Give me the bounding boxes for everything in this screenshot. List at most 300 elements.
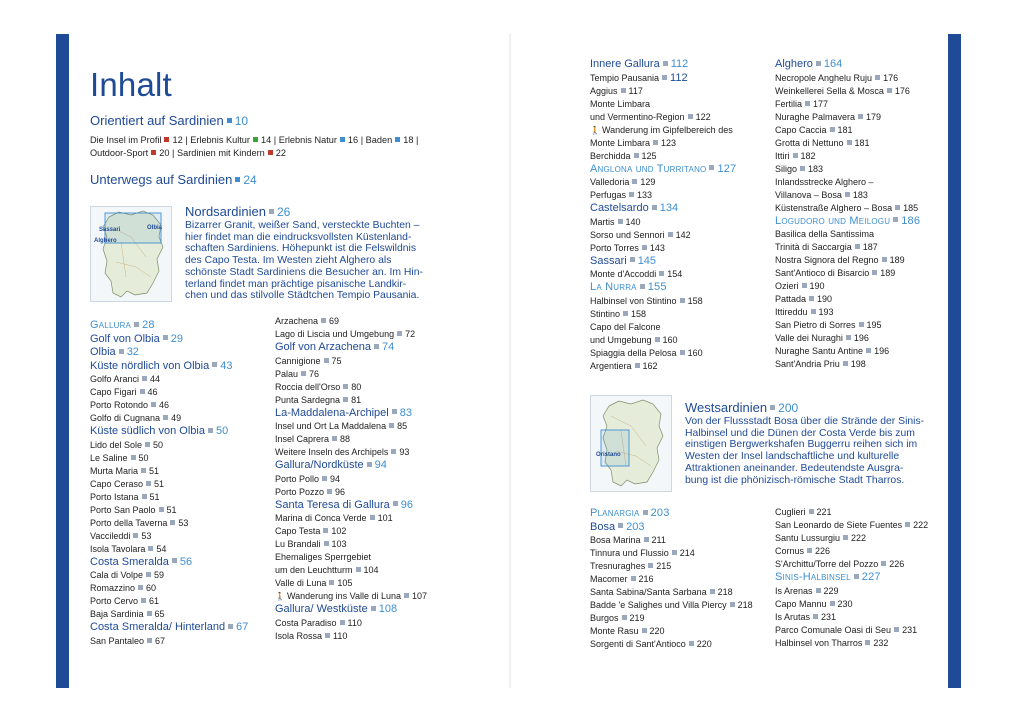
index-page-number: 133 bbox=[637, 190, 653, 200]
index-region[interactable] bbox=[590, 281, 736, 295]
index-entry-label: Capo Ceraso bbox=[90, 478, 144, 489]
index-entry[interactable] bbox=[90, 399, 248, 412]
index-entry-label: San Pantaleo bbox=[90, 635, 145, 646]
index-entry[interactable] bbox=[590, 85, 736, 98]
index-entry[interactable] bbox=[775, 124, 920, 137]
unterwegs-heading[interactable] bbox=[90, 172, 257, 187]
index-entry-label: Olbia bbox=[90, 346, 116, 358]
index-entry-label: Isola Tavolara bbox=[90, 543, 146, 554]
index-entry-label: Santu Lussurgiu bbox=[775, 533, 841, 543]
bullet-icon bbox=[800, 166, 805, 171]
bullet-icon bbox=[672, 550, 677, 555]
nord-map bbox=[90, 206, 172, 302]
bullet-icon bbox=[367, 462, 372, 467]
index-entry-label: Bosa bbox=[590, 520, 616, 533]
index-entry-label: Ittiri bbox=[775, 150, 790, 161]
bullet-icon bbox=[145, 442, 150, 447]
index-entry[interactable] bbox=[590, 242, 736, 255]
index-entry-label: Porto Istana bbox=[90, 491, 139, 502]
index-page-number: 88 bbox=[340, 434, 351, 444]
index-entry-label: Costa Smeralda/ Hinterland bbox=[90, 621, 226, 633]
index-section[interactable] bbox=[590, 521, 753, 535]
bullet-icon bbox=[813, 614, 818, 619]
index-entry[interactable] bbox=[590, 229, 736, 242]
index-entry[interactable] bbox=[775, 85, 920, 98]
bullet-icon bbox=[404, 593, 409, 598]
index-column-f bbox=[775, 506, 928, 650]
bullet-icon bbox=[816, 588, 821, 593]
index-section[interactable] bbox=[275, 407, 427, 421]
index-entry[interactable] bbox=[590, 625, 753, 638]
bullet-icon bbox=[356, 567, 361, 572]
index-entry[interactable] bbox=[775, 98, 920, 111]
index-entry-label: Arzachena bbox=[275, 316, 319, 326]
index-entry[interactable] bbox=[590, 560, 753, 573]
index-page-number: 214 bbox=[679, 548, 695, 558]
index-entry[interactable] bbox=[90, 543, 248, 556]
index-entry-label: Marina di Conca Verde bbox=[275, 513, 367, 523]
bullet-icon bbox=[134, 322, 139, 327]
index-page-number: 127 bbox=[717, 162, 737, 175]
bullet-icon bbox=[324, 541, 329, 546]
index-entry[interactable] bbox=[775, 202, 920, 215]
index-entry[interactable] bbox=[590, 268, 736, 281]
index-entry[interactable] bbox=[590, 347, 736, 360]
bullet-icon bbox=[688, 114, 693, 119]
index-entry bbox=[590, 98, 736, 111]
index-page-number: 189 bbox=[889, 255, 905, 265]
index-entry-label: Ehemaliges Sperrgebiet bbox=[275, 552, 372, 562]
index-entry-label: Burgos bbox=[590, 613, 619, 623]
bullet-icon bbox=[635, 363, 640, 368]
index-entry-label: Lu Brandali bbox=[275, 539, 321, 549]
index-page-number: 222 bbox=[913, 520, 929, 530]
index-page-number: 125 bbox=[641, 150, 657, 161]
index-page-number: 28 bbox=[142, 319, 155, 331]
index-page-number: 50 bbox=[215, 425, 229, 437]
index-page-number: 117 bbox=[628, 85, 643, 96]
index-entry[interactable] bbox=[590, 111, 736, 124]
index-entry-label: Capo Mannu bbox=[775, 598, 827, 609]
index-entry-label: Sorso und Sennori bbox=[590, 229, 665, 240]
index-entry-label: Isola Rossa bbox=[275, 630, 323, 641]
nord-heading[interactable] bbox=[185, 204, 290, 219]
index-entry[interactable] bbox=[590, 599, 753, 612]
index-page-number: 211 bbox=[651, 535, 666, 545]
index-entry[interactable] bbox=[90, 386, 248, 399]
index-page-number: 49 bbox=[171, 413, 182, 423]
index-page-number: 85 bbox=[397, 421, 408, 431]
index-entry[interactable] bbox=[90, 439, 248, 452]
orientiert-heading[interactable] bbox=[90, 113, 248, 128]
index-entry[interactable] bbox=[275, 512, 427, 525]
index-entry[interactable] bbox=[590, 216, 736, 229]
index-entry[interactable] bbox=[90, 517, 248, 530]
bullet-icon bbox=[895, 205, 900, 210]
bullet-icon bbox=[142, 494, 147, 499]
index-entry[interactable] bbox=[775, 624, 928, 637]
index-entry-label: Nuraghe Santu Antine bbox=[775, 346, 864, 356]
index-entry[interactable] bbox=[90, 608, 248, 621]
index-entry[interactable] bbox=[275, 617, 427, 630]
west-heading-label: Westsardinien bbox=[685, 400, 768, 415]
bullet-icon bbox=[875, 75, 880, 80]
index-page-number: 134 bbox=[659, 202, 679, 214]
index-entry[interactable] bbox=[590, 547, 753, 560]
index-page-number: 231 bbox=[821, 611, 837, 622]
index-entry[interactable] bbox=[90, 569, 248, 582]
index-entry[interactable] bbox=[275, 564, 427, 577]
index-entry[interactable] bbox=[775, 150, 920, 163]
index-page-number: 181 bbox=[854, 137, 870, 148]
index-entry-label: Innere Gallura bbox=[590, 58, 660, 70]
orientiert-page: 10 bbox=[234, 114, 249, 128]
index-region[interactable] bbox=[775, 571, 928, 585]
index-page-number: 232 bbox=[873, 637, 889, 648]
index-entry[interactable] bbox=[90, 582, 248, 595]
index-entry[interactable] bbox=[275, 381, 427, 394]
index-section[interactable] bbox=[90, 333, 248, 347]
index-entry[interactable] bbox=[590, 72, 736, 85]
index-entry[interactable] bbox=[775, 111, 920, 124]
index-section[interactable] bbox=[590, 58, 736, 72]
index-entry[interactable] bbox=[775, 241, 920, 254]
page-title: Inhalt bbox=[90, 66, 172, 103]
index-column-b bbox=[275, 315, 427, 643]
index-section[interactable] bbox=[90, 621, 248, 635]
index-page-number: 183 bbox=[852, 189, 868, 200]
index-page-number: 105 bbox=[337, 578, 353, 588]
index-entry[interactable] bbox=[590, 586, 753, 599]
index-entry[interactable] bbox=[590, 573, 753, 586]
index-entry-label: Sorgenti di Sant'Antioco bbox=[590, 639, 686, 649]
index-entry[interactable] bbox=[590, 534, 753, 547]
index-entry-label: Monte Limbara bbox=[590, 137, 651, 148]
bullet-icon bbox=[855, 244, 860, 249]
index-page-number: 110 bbox=[333, 630, 348, 641]
index-page-number: 158 bbox=[687, 295, 703, 306]
index-entry-label: Wanderung ins Valle di Luna bbox=[286, 591, 402, 601]
index-entry-label: Murta Maria bbox=[90, 465, 139, 476]
index-entry-label: Necropole Anghelu Ruju bbox=[775, 72, 873, 83]
index-entry[interactable] bbox=[275, 420, 427, 433]
index-entry-label: Castelsardo bbox=[590, 202, 649, 214]
bullet-icon bbox=[770, 405, 775, 410]
index-entry-label: um den Leuchtturm bbox=[275, 565, 353, 575]
index-entry[interactable] bbox=[275, 433, 427, 446]
index-entry[interactable] bbox=[775, 545, 928, 558]
index-entry-label: Cornus bbox=[775, 546, 805, 556]
bullet-icon bbox=[391, 449, 396, 454]
bullet-icon bbox=[301, 371, 306, 376]
index-entry-label: Capo Testa bbox=[275, 526, 321, 536]
index-page-number: 158 bbox=[631, 308, 647, 319]
index-page-number: 176 bbox=[894, 85, 910, 96]
index-entry-label: Villanova – Bosa bbox=[775, 189, 842, 200]
index-page-number: 93 bbox=[399, 447, 410, 457]
index-entry bbox=[590, 321, 736, 334]
bullet-icon bbox=[325, 633, 330, 638]
index-entry-label: Porto Cervo bbox=[90, 596, 139, 606]
bullet-icon bbox=[147, 638, 152, 643]
index-entry[interactable] bbox=[775, 332, 920, 345]
bullet-icon bbox=[809, 509, 814, 514]
bullet-icon bbox=[843, 535, 848, 540]
index-page-number: 51 bbox=[154, 478, 165, 489]
index-region[interactable] bbox=[775, 215, 920, 229]
index-page-number: 140 bbox=[625, 216, 641, 227]
index-entry[interactable] bbox=[90, 412, 248, 425]
index-entry-label: Porto Torres bbox=[590, 242, 639, 253]
index-entry[interactable] bbox=[775, 280, 920, 293]
index-entry[interactable] bbox=[775, 532, 928, 545]
index-entry-label: Golfo Aranci bbox=[90, 374, 140, 384]
index-entry[interactable] bbox=[775, 72, 920, 85]
index-page-number: 46 bbox=[159, 400, 170, 410]
index-entry-label: Küste nördlich von Olbia bbox=[90, 359, 210, 372]
index-entry-label: Tresnuraghes bbox=[590, 561, 646, 571]
index-page-number: 69 bbox=[329, 316, 340, 326]
index-column-c bbox=[590, 58, 736, 373]
index-entry-label: Santa Sabina/Santa Sarbana bbox=[590, 587, 707, 597]
index-entry[interactable] bbox=[590, 137, 736, 150]
index-entry[interactable] bbox=[590, 612, 753, 625]
index-section[interactable] bbox=[90, 360, 248, 374]
index-entry[interactable] bbox=[275, 538, 427, 551]
index-entry-label: Küste südlich von Olbia bbox=[90, 425, 205, 437]
bullet-icon bbox=[905, 522, 910, 527]
index-entry[interactable] bbox=[275, 473, 427, 486]
index-entry[interactable] bbox=[590, 638, 753, 651]
index-entry[interactable] bbox=[90, 478, 248, 491]
index-page-number: 179 bbox=[866, 111, 882, 122]
index-entry[interactable] bbox=[275, 525, 427, 538]
bullet-icon bbox=[680, 350, 685, 355]
index-entry[interactable] bbox=[775, 585, 928, 598]
index-section[interactable] bbox=[275, 603, 427, 617]
bullet-icon bbox=[119, 349, 124, 354]
bullet-icon bbox=[887, 88, 892, 93]
index-entry[interactable] bbox=[590, 360, 736, 373]
index-entry[interactable] bbox=[590, 189, 736, 202]
index-page-number: 51 bbox=[149, 491, 160, 502]
bullet-icon bbox=[163, 335, 168, 340]
index-section[interactable] bbox=[590, 202, 736, 216]
index-section[interactable] bbox=[775, 58, 920, 72]
bullet-icon bbox=[621, 88, 626, 93]
bullet-icon bbox=[816, 61, 821, 66]
index-entry[interactable] bbox=[275, 394, 427, 407]
bullet-icon bbox=[343, 397, 348, 402]
index-entry-label: S'Archittu/Torre del Pozzo bbox=[775, 559, 879, 569]
index-entry[interactable] bbox=[775, 306, 920, 319]
index-entry[interactable] bbox=[90, 635, 248, 648]
index-page-number: 74 bbox=[382, 341, 395, 353]
bullet-icon bbox=[397, 331, 402, 336]
bullet-icon bbox=[882, 257, 887, 262]
index-entry[interactable] bbox=[775, 558, 928, 571]
bullet-icon bbox=[140, 389, 145, 394]
index-entry-label: Tinnura und Flussio bbox=[590, 548, 669, 558]
index-entry[interactable] bbox=[275, 355, 427, 368]
index-entry-label: Alghero bbox=[775, 58, 813, 70]
index-page-number: 96 bbox=[335, 486, 346, 497]
index-entry-label: Bosa Marina bbox=[590, 535, 641, 545]
index-entry-label: Weinkellerei Sella & Mosca bbox=[775, 85, 884, 96]
map-label-alghero: Alghero bbox=[94, 238, 117, 244]
bullet-icon bbox=[164, 137, 169, 142]
index-entry-label: Badde 'e Salighes und Villa Piercy bbox=[590, 600, 727, 610]
index-page-number: 53 bbox=[141, 530, 152, 541]
index-entry[interactable] bbox=[90, 504, 248, 517]
index-page-number: 220 bbox=[696, 639, 712, 649]
index-entry[interactable] bbox=[775, 137, 920, 150]
index-entry[interactable] bbox=[275, 368, 427, 381]
index-entry[interactable] bbox=[590, 176, 736, 189]
index-entry-label: Insel Caprera bbox=[275, 434, 330, 444]
index-entry[interactable] bbox=[275, 486, 427, 499]
bullet-icon bbox=[141, 468, 146, 473]
index-entry-label: Valle di Luna bbox=[275, 578, 327, 588]
orientiert-text: Die Insel im Profil 12 | Erlebnis Kultur 14 | Erlebnis Natur 16 | Baden 18 | Outdoor-Sport 20 | Sardinien mit Kindern 22 bbox=[90, 135, 419, 158]
nord-page: 26 bbox=[276, 205, 291, 219]
index-section[interactable] bbox=[90, 346, 248, 360]
index-region[interactable] bbox=[590, 163, 736, 177]
bullet-icon bbox=[212, 362, 217, 367]
bullet-icon bbox=[395, 137, 400, 142]
index-page-number: 193 bbox=[818, 307, 834, 317]
index-entry-label: Nuraghe Palmavera bbox=[775, 111, 856, 122]
index-entry[interactable] bbox=[90, 373, 248, 386]
index-entry-label: Wanderung im Gipfelbereich des bbox=[601, 124, 733, 135]
bullet-icon bbox=[859, 322, 864, 327]
index-entry[interactable] bbox=[90, 530, 248, 543]
index-entry[interactable] bbox=[90, 595, 248, 608]
index-entry-label: Parco Comunale Oasi di Seu bbox=[775, 624, 892, 635]
index-page-number: 229 bbox=[823, 585, 839, 596]
unterwegs-page: 24 bbox=[243, 173, 257, 187]
bullet-icon bbox=[830, 127, 835, 132]
index-section[interactable] bbox=[275, 499, 427, 513]
index-entry[interactable] bbox=[590, 150, 736, 163]
index-page-number: 56 bbox=[179, 555, 193, 568]
index-section[interactable] bbox=[590, 255, 736, 269]
index-entry[interactable] bbox=[275, 630, 427, 643]
index-entry-label: Logudoro und Meilogu bbox=[775, 214, 891, 227]
index-entry[interactable] bbox=[775, 345, 920, 358]
index-page-number: 185 bbox=[903, 202, 919, 213]
index-entry[interactable] bbox=[590, 308, 736, 321]
index-page-number: 216 bbox=[638, 574, 654, 584]
index-entry[interactable] bbox=[275, 328, 427, 341]
bullet-icon bbox=[623, 311, 628, 316]
index-page-number: 83 bbox=[399, 406, 412, 419]
index-entry[interactable] bbox=[775, 163, 920, 176]
west-heading[interactable] bbox=[685, 400, 798, 415]
index-entry[interactable] bbox=[590, 295, 736, 308]
index-entry[interactable] bbox=[775, 319, 920, 332]
index-entry[interactable] bbox=[775, 358, 920, 371]
index-entry-label: Basilica della Santissima bbox=[775, 229, 875, 239]
index-entry[interactable] bbox=[275, 446, 427, 459]
index-entry-label: Romazzino bbox=[90, 583, 136, 593]
index-column-d bbox=[775, 58, 920, 371]
index-entry[interactable] bbox=[90, 452, 248, 465]
index-entry[interactable] bbox=[275, 577, 427, 590]
index-section[interactable] bbox=[275, 341, 427, 355]
index-entry-label: Costa Smeralda bbox=[90, 555, 169, 568]
bullet-icon bbox=[371, 606, 376, 611]
index-page-number: 61 bbox=[149, 596, 160, 606]
index-entry-label: Anglona und Turritano bbox=[590, 162, 707, 175]
index-page-number: 160 bbox=[687, 347, 703, 358]
index-entry-label: Cuglieri bbox=[775, 507, 806, 517]
index-page-number: 155 bbox=[647, 281, 667, 293]
index-page-number: 32 bbox=[126, 346, 139, 358]
index-entry-label: Macomer bbox=[590, 574, 628, 584]
bullet-icon bbox=[170, 520, 175, 525]
index-section[interactable] bbox=[275, 459, 427, 473]
index-page-number: 122 bbox=[695, 111, 711, 122]
bullet-icon bbox=[893, 217, 898, 222]
index-entry[interactable] bbox=[775, 637, 928, 650]
index-region[interactable] bbox=[90, 319, 248, 333]
index-entry-label: La Nurra bbox=[590, 281, 637, 293]
bullet-icon bbox=[872, 270, 877, 275]
index-page-number: 81 bbox=[351, 394, 362, 405]
index-entry-label: Porto della Taverna bbox=[90, 517, 168, 528]
index-entry[interactable] bbox=[90, 465, 248, 478]
index-entry-label: La-Maddalena-Archipel bbox=[275, 406, 389, 419]
index-entry[interactable] bbox=[275, 590, 427, 603]
index-entry[interactable] bbox=[775, 254, 920, 267]
bullet-icon bbox=[805, 101, 810, 106]
index-page-number: 198 bbox=[850, 359, 866, 369]
nord-text: Bizarrer Granit, weißer Sand, versteckte Buchten – hier findet man die eindrucksvollsten Küstenland- schaften Sardiniens. Höhepunkt ist die Felswildnis des Capo Testa. Im Westen zieht Alghero als schönste Stadt Sardiniens die Besucher an. Im Hin- terland findet man prächtige pisanische Landkir- chen und das stilvolle Städtchen Tempio Pausania. bbox=[185, 220, 423, 302]
bullet-icon bbox=[730, 602, 735, 607]
index-page-number: 227 bbox=[861, 571, 881, 583]
index-page-number: 218 bbox=[717, 587, 733, 597]
index-entry-label: und Vermentino-Region bbox=[590, 111, 685, 122]
index-section[interactable] bbox=[90, 425, 248, 439]
index-entry-label: Sant'Andria Priu bbox=[775, 359, 840, 369]
index-entry[interactable] bbox=[90, 491, 248, 504]
index-entry-label: Gallura/ Westküste bbox=[275, 603, 368, 615]
bullet-icon bbox=[151, 150, 156, 155]
left-edge-band bbox=[56, 34, 69, 688]
index-entry-label: Porto Pozzo bbox=[275, 486, 325, 497]
index-section[interactable] bbox=[90, 556, 248, 570]
index-entry[interactable] bbox=[775, 293, 920, 306]
bullet-icon bbox=[881, 561, 886, 566]
bullet-icon bbox=[322, 476, 327, 481]
index-entry[interactable] bbox=[275, 315, 427, 328]
bullet-icon bbox=[653, 140, 658, 145]
index-entry[interactable] bbox=[775, 189, 920, 202]
index-entry[interactable] bbox=[775, 611, 928, 624]
index-entry-label: Capo Caccia bbox=[775, 124, 827, 135]
index-entry[interactable] bbox=[775, 519, 928, 532]
index-entry[interactable] bbox=[590, 334, 736, 347]
bullet-icon bbox=[843, 361, 848, 366]
index-entry[interactable] bbox=[775, 598, 928, 611]
index-region[interactable] bbox=[590, 507, 753, 521]
index-entry[interactable] bbox=[775, 267, 920, 280]
bullet-icon bbox=[343, 384, 348, 389]
bullet-icon bbox=[858, 114, 863, 119]
index-entry[interactable] bbox=[775, 506, 928, 519]
bullet-icon bbox=[632, 179, 637, 184]
